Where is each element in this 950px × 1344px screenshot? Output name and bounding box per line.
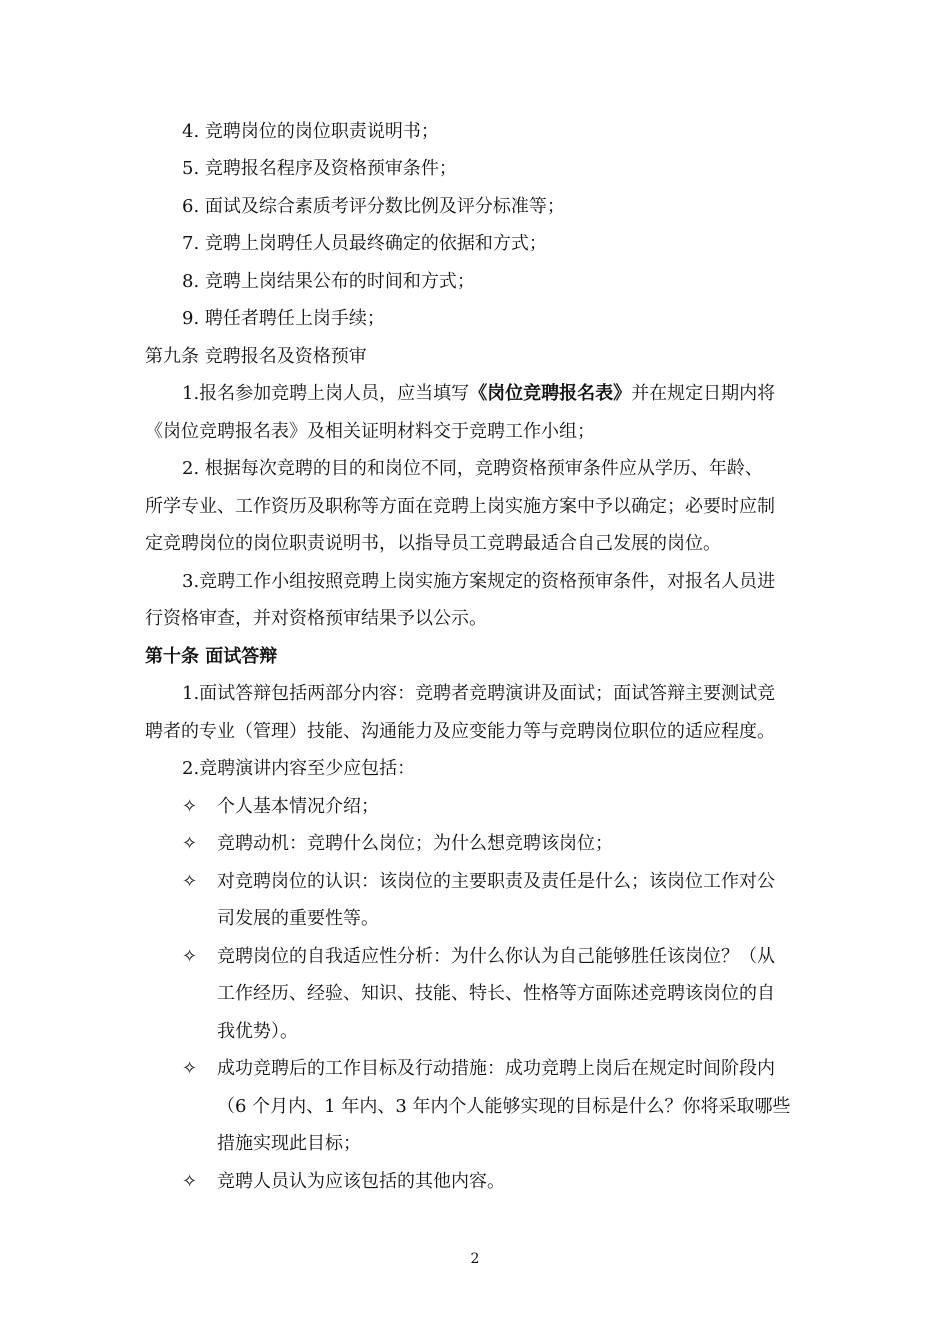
bullet-item: 竞聘岗位的自我适应性分析：为什么你认为自己能够胜任该岗位？（从 xyxy=(217,946,775,967)
article-9-paragraph-3: 3.竞聘工作小组按照竞聘上岗实施方案规定的资格预审条件，对报名人员进 xyxy=(182,571,776,592)
bullet-item-continuation: 我优势）。 xyxy=(217,1021,298,1042)
list-item: 7. 竞聘上岗聘任人员最终确定的依据和方式； xyxy=(182,233,547,254)
article-10-paragraph-2: 2.竞聘演讲内容至少应包括： xyxy=(182,758,416,779)
bullet-star-icon: ✧ xyxy=(182,871,198,892)
paragraph-text: 1.报名参加竞聘上岗人员，应当填写 xyxy=(182,383,470,404)
article-10-heading: 第十条 面试答辩 xyxy=(145,646,278,667)
bullet-item-continuation: 司发展的重要性等。 xyxy=(217,908,379,929)
paragraph-line: 行资格审查，并对资格预审结果予以公示。 xyxy=(145,608,487,629)
paragraph-line: 聘者的专业（管理）技能、沟通能力及应变能力等与竞聘岗位职位的适应程度。 xyxy=(145,721,775,742)
bullet-item-continuation: （6 个月内、1 年内、3 年内个人能够实现的目标是什么？你将采取哪些 xyxy=(217,1096,791,1117)
bullet-item: 个人基本情况介绍； xyxy=(217,796,379,817)
bullet-item-continuation: 措施实现此目标； xyxy=(217,1133,361,1154)
bullet-item: 竞聘动机：竞聘什么岗位；为什么想竞聘该岗位； xyxy=(217,833,613,854)
list-item: 9. 聘任者聘任上岗手续； xyxy=(182,308,385,329)
paragraph-line: 《岗位竞聘报名表》及相关证明材料交于竞聘工作小组； xyxy=(145,421,595,442)
page-number: 2 xyxy=(470,1251,480,1267)
paragraph-line: 所学专业、工作资历及职称等方面在竞聘上岗实施方案中予以确定；必要时应制 xyxy=(145,496,775,517)
form-name-emphasis: 《岗位竞聘报名表》 xyxy=(469,383,632,404)
bullet-star-icon: ✧ xyxy=(182,946,198,967)
bullet-item-continuation: 工作经历、经验、知识、技能、特长、性格等方面陈述竞聘该岗位的自 xyxy=(217,983,775,1004)
list-item: 6. 面试及综合素质考评分数比例及评分标准等； xyxy=(182,196,565,217)
list-item: 5. 竞聘报名程序及资格预审条件； xyxy=(182,158,457,179)
article-9-heading: 第九条 竞聘报名及资格预审 xyxy=(145,346,367,367)
paragraph-text: 并在规定日期内将 xyxy=(631,383,776,404)
paragraph-line: 定竞聘岗位的岗位职责说明书，以指导员工竞聘最适合自己发展的岗位。 xyxy=(145,533,721,554)
bullet-star-icon: ✧ xyxy=(182,1058,198,1079)
article-10-paragraph-1: 1.面试答辩包括两部分内容：竞聘者竞聘演讲及面试；面试答辩主要测试竞 xyxy=(182,683,776,704)
bullet-item: 对竞聘岗位的认识：该岗位的主要职责及责任是什么；该岗位工作对公 xyxy=(217,871,775,892)
article-9-paragraph-1 xyxy=(182,382,775,406)
bullet-star-icon: ✧ xyxy=(182,1171,198,1192)
bullet-item: 竞聘人员认为应该包括的其他内容。 xyxy=(217,1171,505,1192)
bullet-item: 成功竞聘后的工作目标及行动措施：成功竞聘上岗后在规定时间阶段内 xyxy=(217,1058,775,1079)
bullet-star-icon: ✧ xyxy=(182,796,198,817)
article-9-paragraph-2: 2. 根据每次竞聘的目的和岗位不同，竞聘资格预审条件应从学历、年龄、 xyxy=(182,458,763,479)
list-item: 4. 竞聘岗位的岗位职责说明书； xyxy=(182,121,439,142)
list-item: 8. 竞聘上岗结果公布的时间和方式； xyxy=(182,271,475,292)
bullet-star-icon: ✧ xyxy=(182,833,198,854)
